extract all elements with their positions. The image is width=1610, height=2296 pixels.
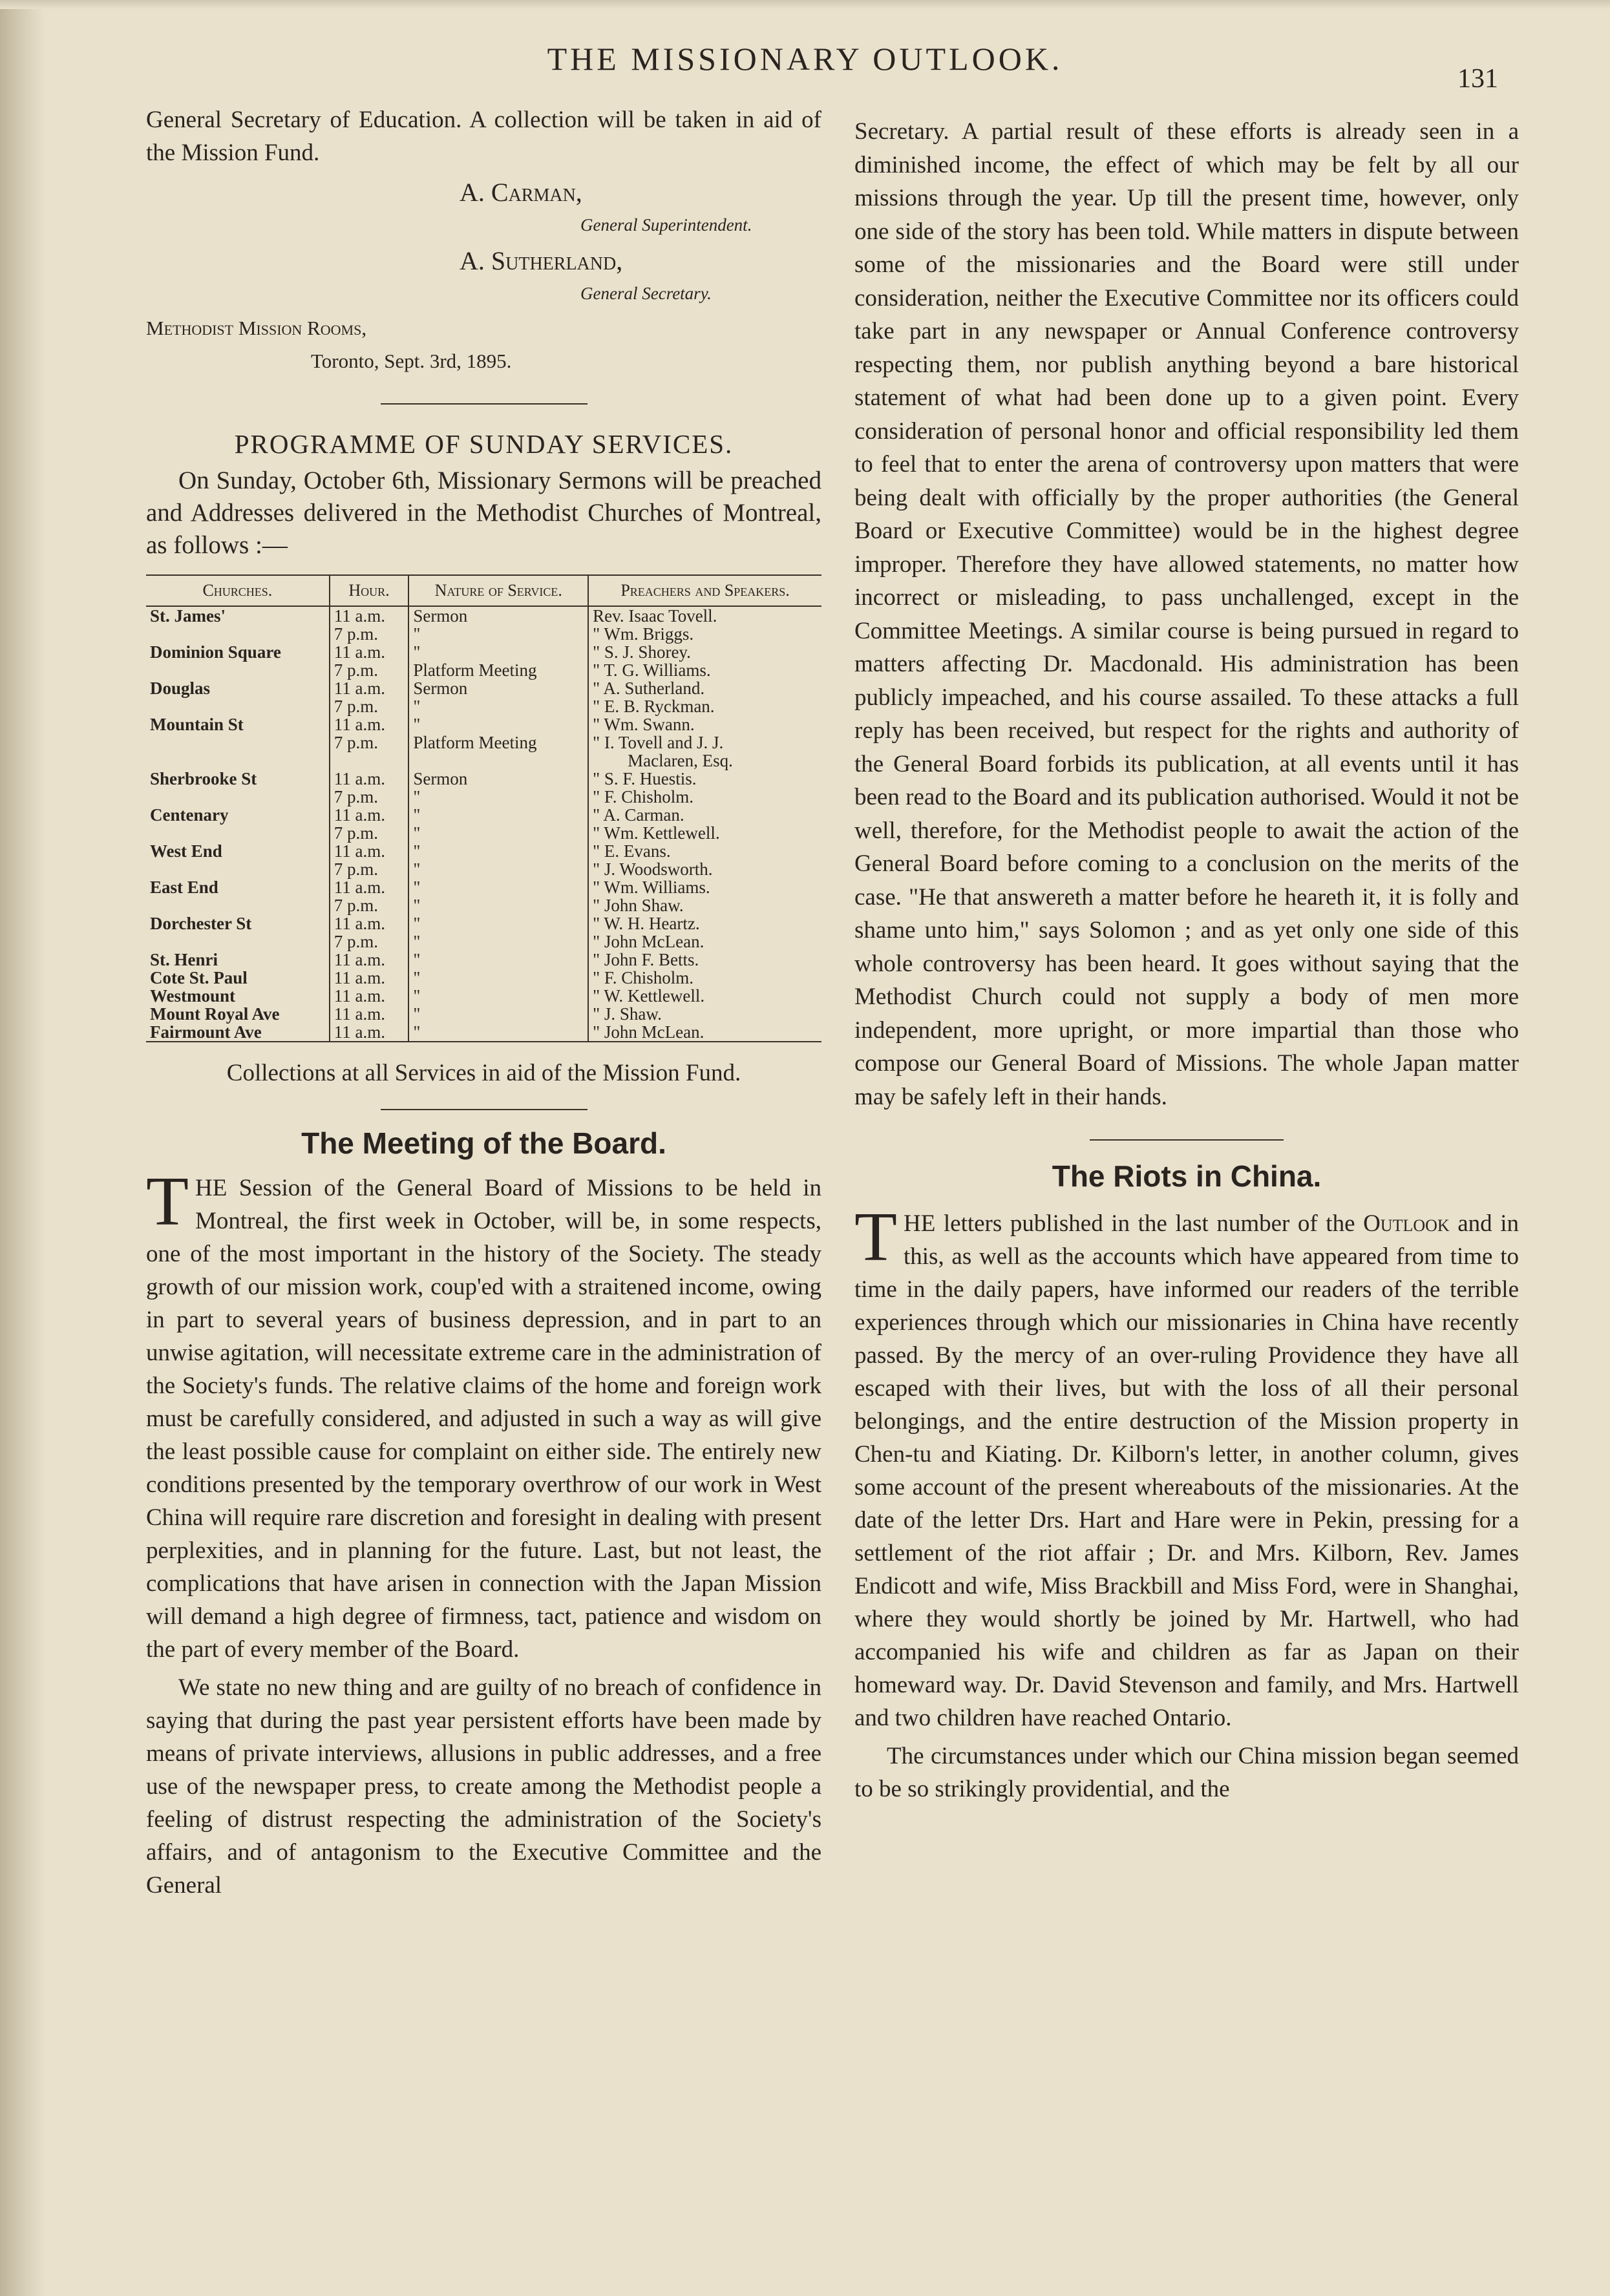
hour-cell: 11 a.m. [330, 806, 409, 824]
table-row [146, 733, 821, 752]
preacher-cell: " F. Chisholm. [588, 969, 821, 987]
church-cell: Douglas [150, 679, 211, 698]
header-preachers-and-speakers: Preachers and Speakers. [588, 575, 821, 606]
service-cell: " [408, 643, 588, 661]
service-cell: " [408, 806, 588, 824]
service-cell: " [408, 878, 588, 896]
section-heading-meeting-of-the-board: The Meeting of the Board. [301, 1126, 666, 1160]
service-cell: " [408, 842, 588, 860]
hour-cell: 11 a.m. [330, 606, 409, 625]
church-cell: Centenary [150, 805, 229, 825]
preacher-cell: " T. G. Williams. [588, 661, 821, 679]
church-cell [146, 860, 330, 878]
service-cell: Sermon [408, 679, 588, 697]
church-cell [146, 932, 330, 951]
preacher-cell: " Wm. Briggs. [588, 625, 821, 643]
preacher-cell: Rev. Isaac Tovell. [588, 606, 821, 625]
divider [1090, 1139, 1284, 1141]
table-row [146, 932, 821, 951]
table-row [146, 806, 821, 824]
signature-name-sutherland: A. Sutherland, [460, 246, 623, 275]
church-cell [146, 788, 330, 806]
service-cell: " [408, 788, 588, 806]
service-cell: " [408, 715, 588, 733]
preacher-cell: " E. B. Ryckman. [588, 697, 821, 715]
table-row [146, 679, 821, 697]
board-paragraph-1 [146, 1163, 821, 1666]
dateline: Toronto, Sept. 3rd, 1895. [311, 350, 512, 372]
hour-cell: 7 p.m. [330, 697, 409, 715]
header-nature-of-service: Nature of Service. [408, 575, 588, 606]
table-row [146, 770, 821, 788]
hour-cell: 11 a.m. [330, 842, 409, 860]
church-cell: Mount Royal Ave [150, 1004, 280, 1024]
table-row [146, 951, 821, 969]
preacher-cell: " S. F. Huestis. [588, 770, 821, 788]
service-cell: Platform Meeting [408, 661, 588, 679]
header-hour: Hour. [330, 575, 409, 606]
service-cell: " [408, 824, 588, 842]
preacher-cell: " A. Sutherland. [588, 679, 821, 697]
service-cell: Sermon [408, 606, 588, 625]
board-paragraph-2-continued: Secretary. A partial result of these efforts is already seen in a diminished income, the effect of which may be felt by all our missions through the year. Up till the present time, however, only one side of the story has been told. While matters in dispute between some of the missionaries and the Board were still under consideration, neither the Executive Committee nor its officers could take part in any newspaper or Annual Conference controversy respecting them, nor publish anything beyond a bare historical statement of what had been done up to a given point. Every consideration of personal honor and official responsibility led them to feel that to enter the arena of controversy upon matters that were being dealt with officially by the proper authorities (the General Board or Executive Committee) would be in the highest degree improper. Therefore they have allowed statements, no matter how incorrect or misleading, to pass unchallenged, except in the Committee Meetings. A similar course is being pursued in regard to matters affecting Dr. Macdonald. His administration has been publicly impeached, and his course assailed. To these attacks a full reply has been received, but respect for the rights and authority of the General Board forbids its publication, at all events until it has been read to the Board and its publication authorised. Would it not be well, therefore, for the Methodist people to await the action of the General Board before coming to a conclusion on the merits of the case. "He that answereth a matter before he heareth it, it is folly and shame unto him," says Solomon ; and as yet only one side of this whole controversy has been heard. It goes without saying that the Methodist Church could not supply a body of men more independent, more upright, or more impartial than those who compose our General Board of Missions. The whole Japan matter may be safely left in their hands. [854, 118, 1519, 1110]
collections-note: Collections at all Services in aid of the Mission Fund. [226, 1060, 741, 1086]
mission-rooms-address: Methodist Mission Rooms, [146, 317, 367, 339]
china-paragraph-1-text-b: and in this, as well as the accounts which have appeared from time to time in the daily papers, have informed our readers of the terrible experiences through which our missionaries in China have recently passed. By the mercy of an over-ruling Providence they have all escaped with their lives, but with the loss of all their personal belongings, and the entire destruction of the Mission property in Chen-tu and Kiating. Dr. Kilborn's letter, in another column, gives some account of the present whereabouts of the missionaries. At the date of the letter Drs. Hart and Hare were in Pekin, pressing for a settlement of the riot affair ; Dr. and Mrs. Kilborn, Rev. James Endicott and wife, Miss Brackbill and Miss Ford, were in Shanghai, where they would shortly be joined by Mr. Hartwell, who had accompanied his wife and children as far as Japan on their homeward way. Dr. David Stevenson and family, and Mrs. Hartwell and two children have reached Ontario. [854, 1210, 1519, 1731]
board-paragraph-2: We state no new thing and are guilty of no breach of confidence in saying that during the past year persistent efforts have been made by means of private interviews, allusions in public addresses, and a free use of the newspaper press, to create among the Methodist people a feeling of distrust respecting the administration of the Society's affairs, and of antagonism to the Executive Committee and the General [146, 1674, 821, 1899]
preacher-cell: " J. Shaw. [588, 1005, 821, 1023]
hour-cell: 7 p.m. [330, 824, 409, 842]
left-column [146, 103, 821, 1902]
divider [381, 403, 588, 405]
table-row [146, 969, 821, 987]
preacher-cell: " John McLean. [588, 932, 821, 951]
preacher-cell: " Wm. Swann. [588, 715, 821, 733]
preacher-cell: " John F. Betts. [588, 951, 821, 969]
table-row [146, 661, 821, 679]
outlook-reference: Outlook [1363, 1210, 1450, 1237]
signature-title-sutherland: General Secretary. [580, 284, 712, 303]
table-row [146, 625, 821, 643]
service-cell [408, 752, 588, 770]
table-row [146, 1005, 821, 1023]
table-row [146, 914, 821, 932]
book-binding-shadow [0, 0, 45, 2296]
signature-name-carman: A. Carman, [460, 178, 582, 207]
programme-title: PROGRAMME OF SUNDAY SERVICES. [234, 429, 734, 459]
table-row [146, 878, 821, 896]
preacher-cell: " Wm. Kettlewell. [588, 824, 821, 842]
hour-cell: 7 p.m. [330, 733, 409, 752]
running-title: THE MISSIONARY OUTLOOK. [547, 41, 1063, 77]
preacher-cell: " W. Kettlewell. [588, 987, 821, 1005]
preacher-cell: " S. J. Shorey. [588, 643, 821, 661]
church-cell: St. James' [150, 606, 226, 626]
right-column [854, 115, 1519, 1806]
church-cell: East End [150, 878, 218, 897]
china-paragraph-2: The circumstances under which our China mission began seemed to be so strikingly providential, and the [854, 1743, 1519, 1802]
china-paragraph-1 [854, 1199, 1519, 1734]
preacher-cell: " John Shaw. [588, 896, 821, 914]
preacher-cell: " Wm. Williams. [588, 878, 821, 896]
preacher-cell: " John McLean. [588, 1023, 821, 1042]
church-cell [146, 824, 330, 842]
board-paragraph-1-text: HE Session of the General Board of Missions to be held in Montreal, the first week in October, will be, in some respects, one of the most important in the history of the Society. The steady growth of our mission work, coup'ed with a straitened income, owing in part to several years of business depression, and in part to an unwise agitation, will necessitate extreme care in the administration of the Society's funds. The relative claims of the home and foreign work must be carefully considered, and adjusted in such a way as will give the least possible cause for complaint on either side. The entirely new conditions presented by the temporary overthrow of our work in West China will require rare discretion and foresight in dealing with present perplexities, and in planning for the future. Last, but not least, the complications that have arisen in connection with the Japan Mission will demand a high degree of firmness, tact, patience and wisdom on the part of every member of the Board. [146, 1175, 821, 1663]
table-row [146, 896, 821, 914]
hour-cell: 7 p.m. [330, 625, 409, 643]
signature-block [146, 176, 821, 377]
service-cell: " [408, 1005, 588, 1023]
hour-cell: 7 p.m. [330, 860, 409, 878]
hour-cell: 7 p.m. [330, 661, 409, 679]
header-churches: Churches. [146, 575, 330, 606]
church-cell: Cote St. Paul [150, 968, 248, 987]
table-row [146, 987, 821, 1005]
hour-cell: 11 a.m. [330, 770, 409, 788]
preacher-cell: " I. Tovell and J. J. [588, 733, 821, 752]
church-cell [146, 661, 330, 679]
hour-cell: 11 a.m. [330, 878, 409, 896]
preacher-cell: " J. Woodsworth. [588, 860, 821, 878]
church-cell: Dominion Square [150, 642, 281, 662]
hour-cell: 11 a.m. [330, 1005, 409, 1023]
church-cell: Westmount [150, 986, 236, 1006]
drop-cap: T [854, 1199, 897, 1276]
hour-cell: 11 a.m. [330, 643, 409, 661]
service-cell: Sermon [408, 770, 588, 788]
hour-cell: 7 p.m. [330, 896, 409, 914]
church-cell: Mountain St [150, 715, 244, 734]
programme-intro: On Sunday, October 6th, Missionary Sermons will be preached and Addresses delivered in the Methodist Churches of Montreal, as follows :— [146, 467, 821, 559]
hour-cell: 11 a.m. [330, 715, 409, 733]
service-cell: " [408, 951, 588, 969]
church-cell: St. Henri [150, 950, 218, 969]
preacher-cell: " F. Chisholm. [588, 788, 821, 806]
table-row [146, 697, 821, 715]
hour-cell: 7 p.m. [330, 932, 409, 951]
preacher-cell: Maclaren, Esq. [588, 752, 821, 770]
intro-paragraph: General Secretary of Education. A collection will be taken in aid of the Mission Fund. [146, 107, 821, 166]
hour-cell [330, 752, 409, 770]
service-cell: " [408, 896, 588, 914]
service-cell: " [408, 932, 588, 951]
table-row [146, 824, 821, 842]
signature-title-carman: General Superintendent. [580, 215, 752, 235]
page-number: 131 [1457, 64, 1498, 94]
drop-cap: T [146, 1163, 189, 1240]
service-cell: " [408, 987, 588, 1005]
preacher-cell: " A. Carman. [588, 806, 821, 824]
table-row [146, 752, 821, 770]
preacher-cell: " W. H. Heartz. [588, 914, 821, 932]
table-row [146, 860, 821, 878]
china-paragraph-1-text-a: HE letters published in the last number of the [903, 1210, 1364, 1237]
divider [381, 1109, 588, 1110]
services-table-header [146, 575, 821, 606]
preacher-cell: " E. Evans. [588, 842, 821, 860]
hour-cell: 11 a.m. [330, 1023, 409, 1042]
church-cell: Dorchester St [150, 914, 252, 933]
table-row [146, 643, 821, 661]
church-cell [146, 625, 330, 643]
service-cell: " [408, 860, 588, 878]
church-cell: Sherbrooke St [150, 769, 257, 788]
church-cell [146, 896, 330, 914]
church-cell: Fairmount Ave [150, 1022, 262, 1042]
services-table [146, 574, 821, 1042]
table-row [146, 1023, 821, 1042]
service-cell: " [408, 914, 588, 932]
table-row [146, 842, 821, 860]
church-cell: West End [150, 841, 222, 861]
service-cell: " [408, 697, 588, 715]
hour-cell: 11 a.m. [330, 951, 409, 969]
hour-cell: 11 a.m. [330, 914, 409, 932]
service-cell: " [408, 1023, 588, 1042]
table-row [146, 606, 821, 625]
service-cell: " [408, 969, 588, 987]
church-cell [146, 697, 330, 715]
hour-cell: 7 p.m. [330, 788, 409, 806]
service-cell: Platform Meeting [408, 733, 588, 752]
section-heading-riots-in-china: The Riots in China. [1052, 1159, 1322, 1193]
table-row [146, 788, 821, 806]
page-top-edge [0, 0, 1610, 9]
church-cell [146, 733, 330, 752]
church-cell [146, 752, 330, 770]
hour-cell: 11 a.m. [330, 679, 409, 697]
service-cell: " [408, 625, 588, 643]
hour-cell: 11 a.m. [330, 969, 409, 987]
table-row [146, 715, 821, 733]
hour-cell: 11 a.m. [330, 987, 409, 1005]
